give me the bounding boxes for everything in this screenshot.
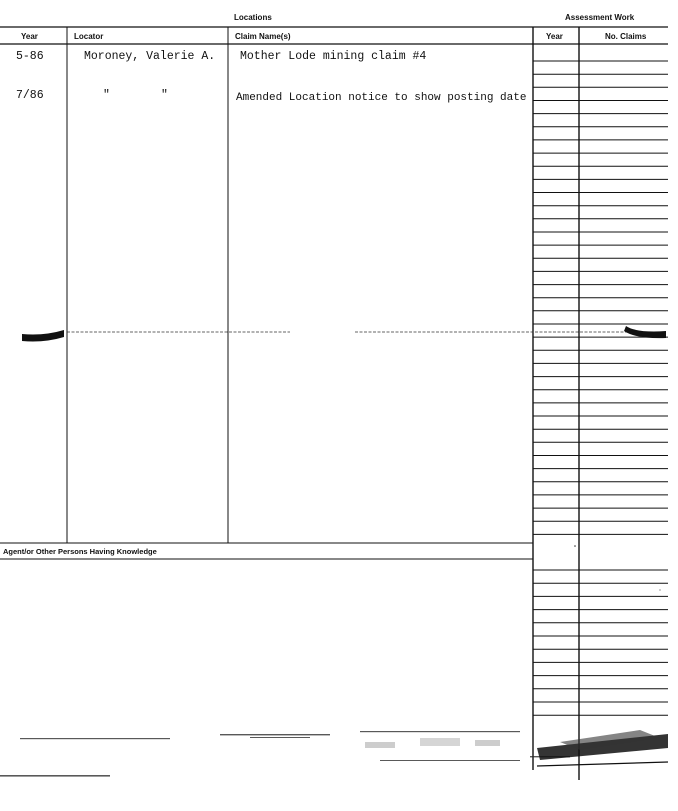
no-claims-column-header: No. Claims: [605, 32, 647, 41]
entry-2-locator-ditto: ": [103, 89, 110, 102]
entry-2-claim: Amended Location notice to show posting date: [236, 92, 527, 104]
locator-column-header: Locator: [74, 32, 104, 41]
assessment-year-column-header: Year: [546, 32, 563, 41]
locations-section-heading: Locations: [234, 13, 272, 22]
claim-names-column-header: Claim Name(s): [235, 32, 291, 41]
entry-1-year: 5-86: [16, 50, 44, 63]
entry-2-locator-ditto: ": [161, 89, 168, 102]
entry-1-locator: Moroney, Valerie A.: [84, 50, 216, 63]
assessment-work-heading: Assessment Work: [565, 13, 635, 22]
year-column-header: Year: [21, 32, 38, 41]
agent-section-label: Agent/or Other Persons Having Knowledge: [3, 547, 157, 556]
bottom-smudge: [537, 730, 668, 766]
entry-1-claim: Mother Lode mining claim #4: [240, 50, 427, 63]
entry-2-year: 7/86: [16, 89, 44, 102]
